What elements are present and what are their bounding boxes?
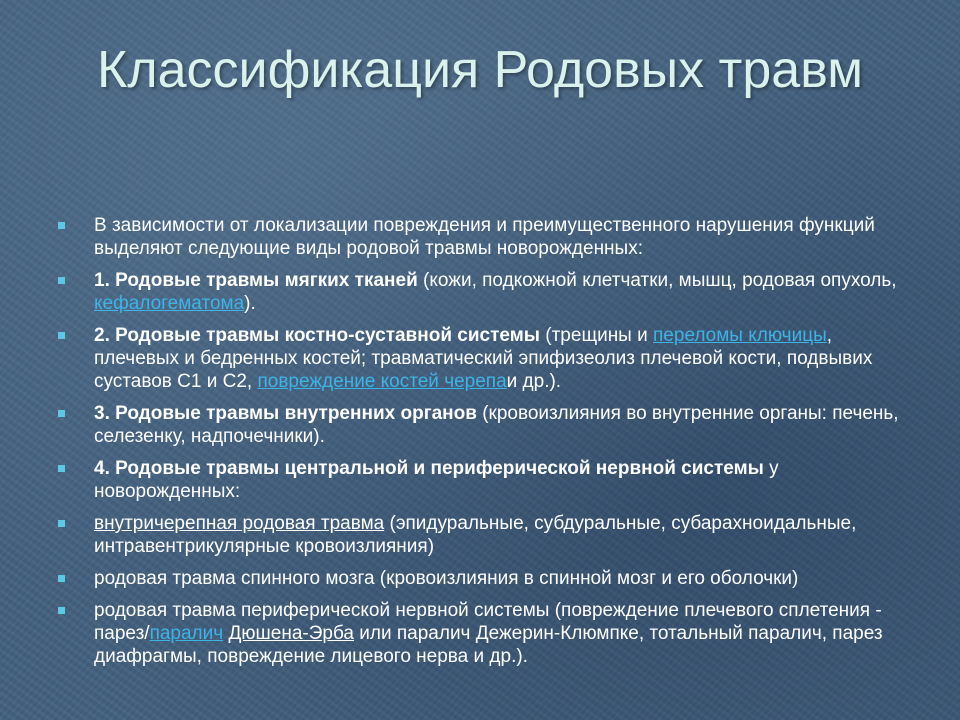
list-item <box>56 214 906 260</box>
item-heading: 4. Родовые травмы центральной и периферической нервной системы <box>94 458 764 479</box>
item-text: ). <box>244 293 256 314</box>
item-text: (кожи, подкожной клетчатки, мышц, родовая опухоль, <box>417 270 897 291</box>
list-item <box>56 269 906 315</box>
square-bullet-icon <box>58 465 65 472</box>
item-text: родовая травма спинного мозга (кровоизлияния в спинной мозг и его оболочки) <box>94 568 799 589</box>
item-text: (эпидуральные, субдуральные, субарахноидальные, интравентрикулярные кровоизлияния) <box>94 513 857 557</box>
item-text: у новорожденных: <box>94 458 779 502</box>
item-text: (кровоизлияния во внутренние органы: печень, селезенку, надпочечники). <box>94 403 899 447</box>
slide-title: Классификация Родовых травм <box>96 41 863 99</box>
link-vnutricherepnaya-travma[interactable]: внутричерепная родовая травма <box>94 513 385 534</box>
link-perelomy-klyuchitsy[interactable]: переломы ключицы <box>653 325 827 346</box>
item-heading: 1. Родовые травмы мягких тканей <box>94 270 418 291</box>
list-item <box>56 324 906 393</box>
list-item <box>56 599 906 668</box>
item-text: В зависимости от локализации повреждения и преимущественного нарушения функций выделяют следующие виды родовой травмы новорожденных: <box>94 215 875 259</box>
list-item <box>56 567 906 590</box>
item-text: или паралич Дежерин-Клюмпке, тотальный паралич, парез диафрагмы, повреждение лицевого нерва и др.). <box>94 623 883 667</box>
square-bullet-icon <box>58 607 65 614</box>
square-bullet-icon <box>58 277 65 284</box>
square-bullet-icon <box>58 520 65 527</box>
item-text: и др.). <box>506 371 562 392</box>
link-paralich[interactable]: паралич <box>149 623 224 644</box>
item-text: родовая травма периферической нервной системы (повреждение плечевого сплетения - парез/ <box>94 600 882 644</box>
list-item <box>56 512 906 558</box>
link-povrezhdenie-kostey-cherepa[interactable]: повреждение костей черепа <box>257 371 507 392</box>
list-item <box>56 402 906 448</box>
link-kefalogematoma[interactable]: кефалогематома <box>94 293 245 314</box>
item-text: (трещины и <box>540 325 654 346</box>
item-heading: 3. Родовые травмы внутренних органов <box>94 403 477 424</box>
item-text: , плечевых и бедренных костей; травматический эпифизеолиз плечевой кости, подвывих суставов С1 и С2, <box>94 325 873 392</box>
square-bullet-icon <box>58 410 65 417</box>
link-dyushena-erba[interactable]: Дюшена-Эрба <box>228 623 354 644</box>
square-bullet-icon <box>58 222 65 229</box>
bullet-list <box>56 214 906 677</box>
item-heading: 2. Родовые травмы костно-суставной системы <box>94 325 540 346</box>
square-bullet-icon <box>58 332 65 339</box>
square-bullet-icon <box>58 575 65 582</box>
list-item <box>56 457 906 503</box>
